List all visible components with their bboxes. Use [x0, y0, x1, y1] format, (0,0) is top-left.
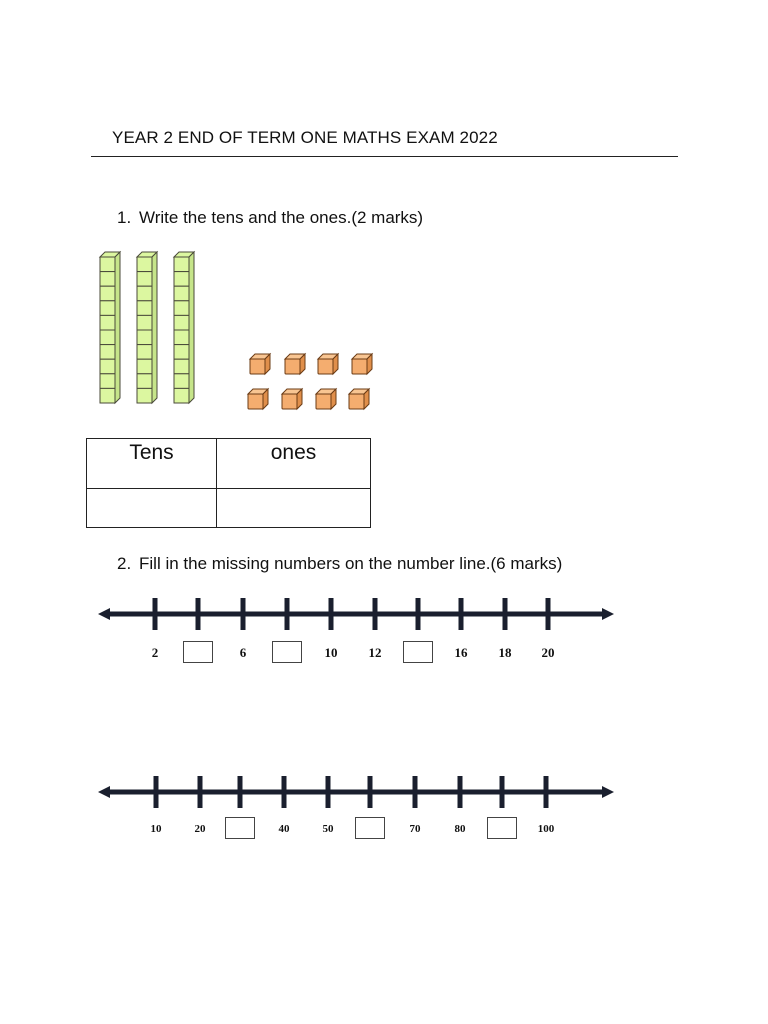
- title-divider: [91, 156, 678, 157]
- missing-number-box[interactable]: [183, 641, 213, 663]
- tick-mark: [546, 598, 551, 630]
- tick-mark: [503, 598, 508, 630]
- tick-mark: [282, 776, 287, 808]
- number-label: 20: [194, 823, 206, 835]
- tick-mark: [413, 776, 418, 808]
- number-line-2: [90, 770, 630, 850]
- ones-cube: [250, 354, 270, 374]
- number-label: 12: [368, 645, 382, 660]
- number-label: 40: [278, 823, 290, 835]
- place-value-table: [86, 438, 371, 528]
- number-label: 70: [409, 823, 421, 835]
- number-label: 6: [239, 645, 247, 660]
- tick-mark: [238, 776, 243, 808]
- number-label: 18: [498, 645, 512, 660]
- tick-mark: [326, 776, 331, 808]
- tens-answer-cell[interactable]: [87, 489, 217, 528]
- right-arrow-icon: [602, 608, 614, 620]
- question-1-number: 1.: [117, 208, 132, 227]
- number-label: 80: [454, 823, 466, 835]
- tick-mark: [373, 598, 378, 630]
- ones-cube: [248, 389, 268, 409]
- question-2-number: 2.: [117, 554, 132, 573]
- ones-cube: [285, 354, 305, 374]
- base-ten-blocks: [90, 245, 390, 420]
- right-arrow-icon: [602, 786, 614, 798]
- missing-number-box[interactable]: [355, 817, 385, 839]
- number-label: 16: [454, 645, 468, 660]
- question-2-prompt: [117, 554, 562, 574]
- tick-mark: [154, 776, 159, 808]
- number-label: 20: [541, 645, 555, 660]
- number-line-1: [90, 592, 630, 672]
- tick-mark: [459, 598, 464, 630]
- question-2-text: Fill in the missing numbers on the number line.(6 marks): [139, 554, 563, 573]
- missing-number-box[interactable]: [272, 641, 302, 663]
- tick-mark: [458, 776, 463, 808]
- tick-mark: [416, 598, 421, 630]
- missing-number-box[interactable]: [225, 817, 255, 839]
- tens-rod: [100, 252, 120, 403]
- left-arrow-icon: [98, 786, 110, 798]
- ones-answer-cell[interactable]: [217, 489, 371, 528]
- number-label: 100: [537, 823, 555, 835]
- tens-rod: [137, 252, 157, 403]
- tick-mark: [196, 598, 201, 630]
- page-title: YEAR 2 END OF TERM ONE MATHS EXAM 2022: [112, 128, 498, 147]
- number-label: 2: [151, 645, 159, 660]
- ones-header: ones: [217, 439, 371, 489]
- tick-mark: [329, 598, 334, 630]
- ones-cube: [316, 389, 336, 409]
- tick-mark: [153, 598, 158, 630]
- ones-cube: [282, 389, 302, 409]
- tick-mark: [544, 776, 549, 808]
- ones-cube: [349, 389, 369, 409]
- ones-cube: [318, 354, 338, 374]
- question-1-prompt: [117, 208, 423, 228]
- tick-mark: [285, 598, 290, 630]
- tick-mark: [241, 598, 246, 630]
- left-arrow-icon: [98, 608, 110, 620]
- tens-rod: [174, 252, 194, 403]
- tens-header: Tens: [87, 439, 217, 489]
- tick-mark: [500, 776, 505, 808]
- ones-cube: [352, 354, 372, 374]
- question-1-text: Write the tens and the ones.(2 marks): [139, 208, 424, 227]
- tick-mark: [198, 776, 203, 808]
- number-label: 50: [322, 823, 334, 835]
- number-label: 10: [324, 645, 338, 660]
- number-label: 10: [150, 823, 162, 835]
- missing-number-box[interactable]: [403, 641, 433, 663]
- number-line-1-axis: [90, 592, 630, 637]
- tick-mark: [368, 776, 373, 808]
- number-line-2-axis: [90, 770, 630, 815]
- missing-number-box[interactable]: [487, 817, 517, 839]
